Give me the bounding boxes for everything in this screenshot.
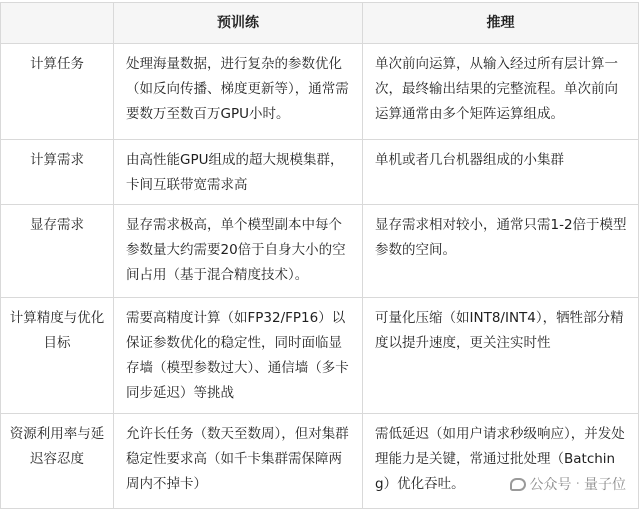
- pretrain-cell: 需要高精度计算（如FP32/FP16）以保证参数优化的稳定性，同时面临显存墙（模型参数过大）、通信墙（多卡同步延迟）等挑战: [114, 298, 363, 414]
- row-label: 显存需求: [1, 205, 114, 298]
- table-row: [1, 205, 639, 298]
- pretrain-cell: 显存需求极高，单个模型副本中每个参数量大约需要20倍于自身大小的空间占用（基于混合精度技术）。: [114, 205, 363, 298]
- watermark-name: 量子位: [584, 477, 626, 493]
- pretrain-cell: 由高性能GPU组成的超大规模集群，卡间互联带宽需求高: [114, 140, 363, 205]
- wechat-chat-icon: [510, 478, 526, 491]
- header-blank-cell: [1, 3, 114, 44]
- row-label: 计算需求: [1, 140, 114, 205]
- watermark-dot: ·: [575, 476, 580, 492]
- watermark-source: 公众号: [529, 477, 572, 493]
- inference-cell: 需低延迟（如用户请求秒级响应），并发处理能力是关键，常通过批处理（Batching）优化吞吐。: [363, 414, 639, 509]
- inference-cell: 可量化压缩（如INT8/INT4），牺牲部分精度以提升速度，更关注实时性: [363, 298, 639, 414]
- header-pretrain: 预训练: [114, 3, 363, 44]
- inference-cell: 显存需求相对较小，通常只需1-2倍于模型参数的空间。: [363, 205, 639, 298]
- row-label: 计算精度与优化目标: [1, 298, 114, 414]
- inference-cell: 单次前向运算，从输入经过所有层计算一次，最终输出结果的完整流程。单次前向运算通常由多个矩阵运算组成。: [363, 44, 639, 140]
- table-row: [1, 140, 639, 205]
- header-inference: 推理: [363, 3, 639, 44]
- table-row: [1, 298, 639, 414]
- row-label: 计算任务: [1, 44, 114, 140]
- comparison-table: [0, 2, 639, 509]
- pretrain-cell: 允许长任务（数天至数周），但对集群稳定性要求高（如千卡集群需保障两周内不掉卡）: [114, 414, 363, 509]
- table-row: [1, 414, 639, 509]
- table-row: [1, 44, 639, 140]
- inference-cell: 单机或者几台机器组成的小集群: [363, 140, 639, 205]
- pretrain-cell: 处理海量数据，进行复杂的参数优化（如反向传播、梯度更新等），通常需要数万至数百万GPU小时。: [114, 44, 363, 140]
- row-label: 资源利用率与延迟容忍度: [1, 414, 114, 509]
- table-header-row: [1, 3, 639, 44]
- watermark: [508, 474, 628, 494]
